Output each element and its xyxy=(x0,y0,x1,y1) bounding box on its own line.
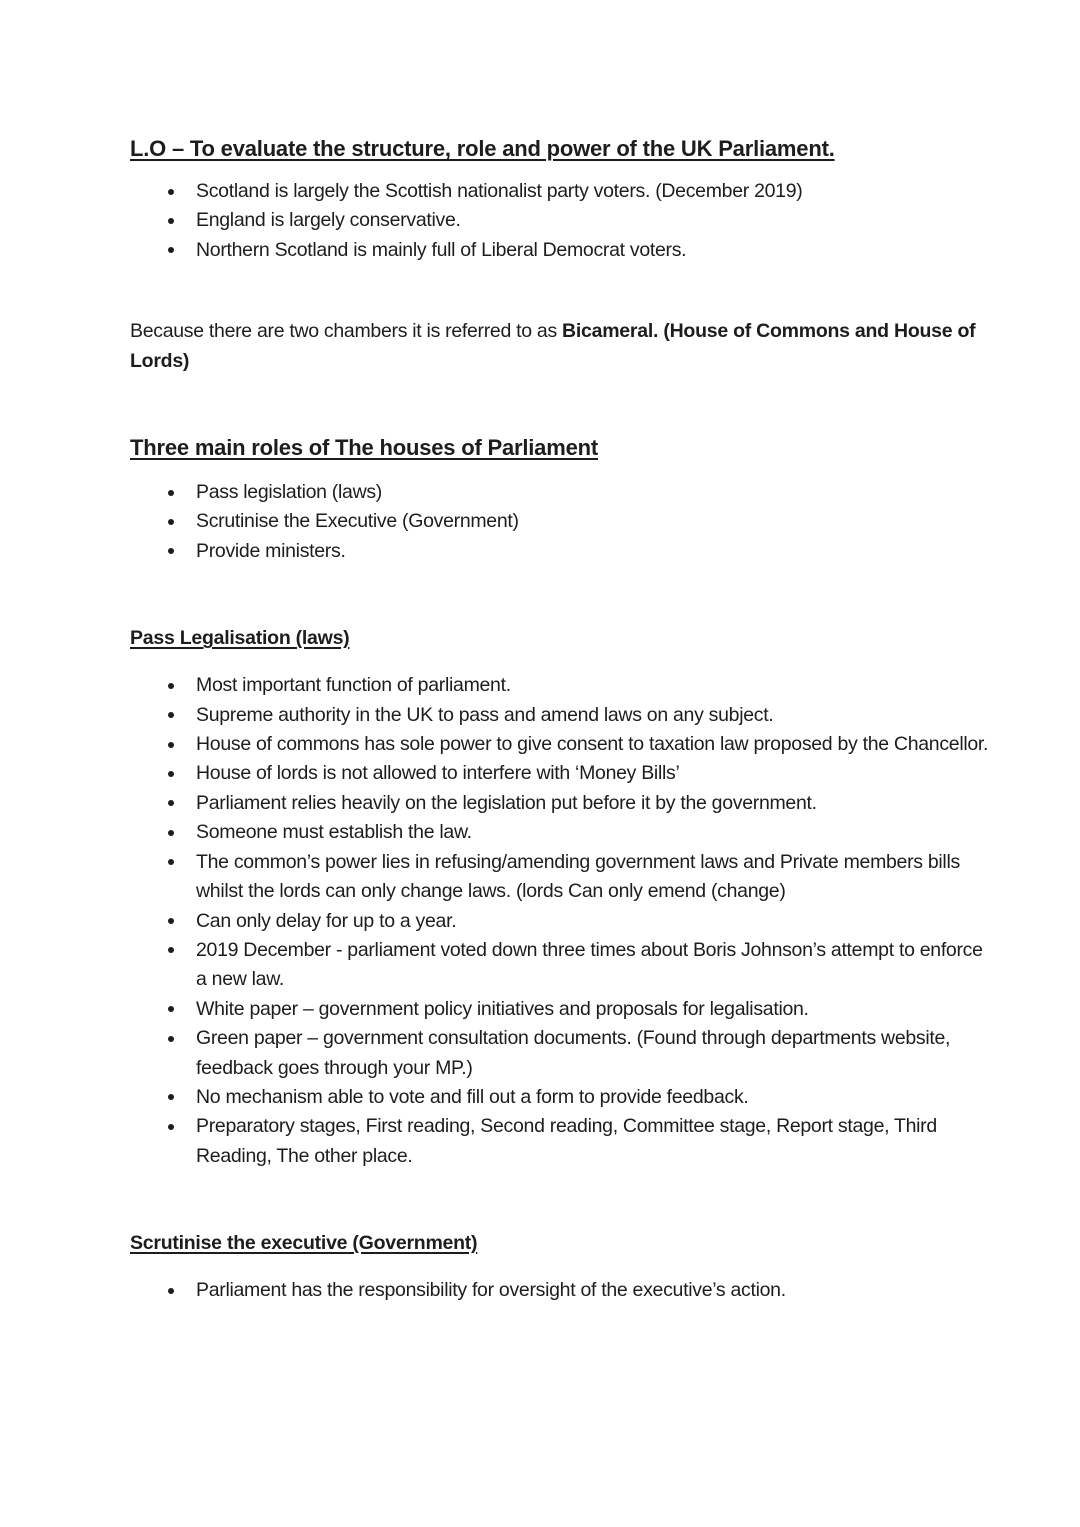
scrutinise-executive-bullet-list xyxy=(130,1276,990,1305)
list-item: Someone must establish the law. xyxy=(130,818,990,847)
list-item: Most important function of parliament. xyxy=(130,671,990,700)
list-item: The common’s power lies in refusing/amending government laws and Private members bills whilst the lords can only change laws. (lords Can only emend (change) xyxy=(130,848,990,907)
page-title: L.O – To evaluate the structure, role and power of the UK Parliament. xyxy=(130,136,835,161)
scrutinise-executive-heading: Scrutinise the executive (Government) xyxy=(130,1232,478,1255)
intro-bullet-list xyxy=(130,177,990,265)
pass-legislation-bullet-list xyxy=(130,671,990,1171)
list-item: Parliament relies heavily on the legislation put before it by the government. xyxy=(130,789,990,818)
list-item: Pass legislation (laws) xyxy=(130,478,990,507)
pass-legislation-heading: Pass Legalisation (laws) xyxy=(130,627,350,650)
list-item: Northern Scotland is mainly full of Liberal Democrat voters. xyxy=(130,236,990,265)
list-item: House of commons has sole power to give consent to taxation law proposed by the Chancellor. xyxy=(130,730,990,759)
list-item: Provide ministers. xyxy=(130,537,990,566)
list-item: White paper – government policy initiatives and proposals for legalisation. xyxy=(130,995,990,1024)
bicameral-paragraph xyxy=(130,317,990,376)
list-item: Green paper – government consultation documents. (Found through departments website, feedback goes through your MP.) xyxy=(130,1024,990,1083)
bicameral-paragraph-normal-text: Because there are two chambers it is referred to as xyxy=(130,320,563,343)
list-item: Parliament has the responsibility for oversight of the executive’s action. xyxy=(130,1276,990,1305)
list-item: England is largely conservative. xyxy=(130,206,990,235)
list-item: House of lords is not allowed to interfere with ‘Money Bills’ xyxy=(130,759,990,788)
roles-section-heading: Three main roles of The houses of Parliament xyxy=(130,435,598,461)
list-item: Can only delay for up to a year. xyxy=(130,907,990,936)
list-item: Scotland is largely the Scottish nationalist party voters. (December 2019) xyxy=(130,177,990,206)
list-item: Scrutinise the Executive (Government) xyxy=(130,507,990,536)
bicameral-paragraph-bold-text: Bicameral. (House of Commons and House of Lords) xyxy=(130,320,976,372)
list-item: Preparatory stages, First reading, Second reading, Committee stage, Report stage, Third Reading, The other place. xyxy=(130,1112,990,1171)
list-item: 2019 December - parliament voted down three times about Boris Johnson’s attempt to enforce a new law. xyxy=(130,936,990,995)
list-item: No mechanism able to vote and fill out a form to provide feedback. xyxy=(130,1083,990,1112)
list-item: Supreme authority in the UK to pass and amend laws on any subject. xyxy=(130,701,990,730)
roles-bullet-list xyxy=(130,478,990,566)
